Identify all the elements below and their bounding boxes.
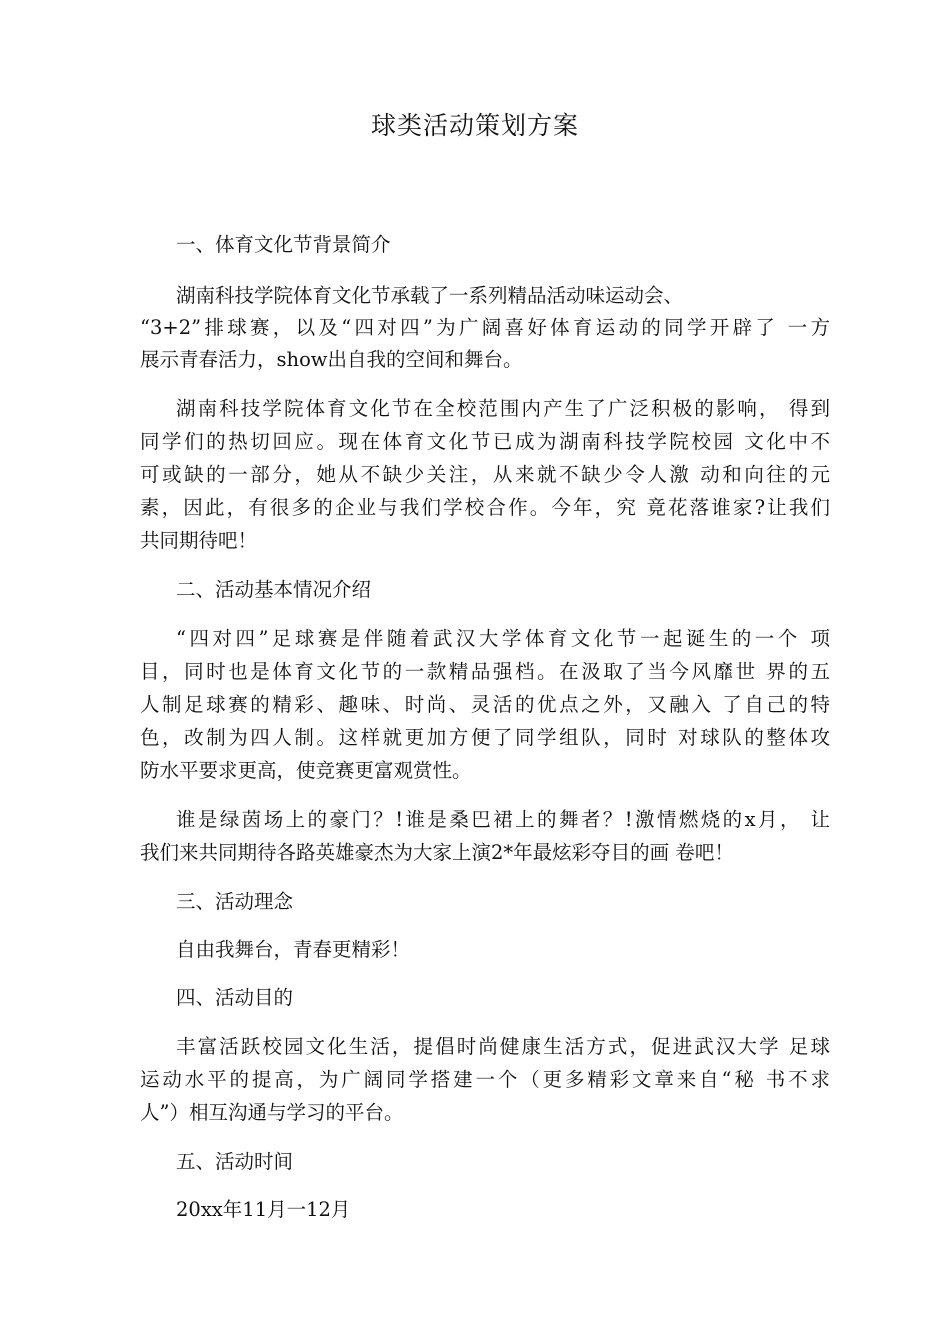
section-heading-time: 五、活动时间 bbox=[176, 1150, 294, 1173]
paragraph-line: 防水平要求更高，使竞赛更富观赏性。 bbox=[140, 759, 472, 782]
paragraph-line: 共同期待吧！ bbox=[140, 529, 258, 552]
section-heading-activity-overview: 二、活动基本情况介绍 bbox=[176, 578, 372, 601]
paragraph-line: 可或缺的一部分，她从不缺少关注，从来就不缺少令人激 动和向往的元 bbox=[140, 463, 830, 486]
paragraph-line: 谁是绿茵场上的豪门？!谁是桑巴裙上的舞者？!激情燃烧的x月， 让 bbox=[176, 808, 830, 831]
concept-text: 自由我舞台，青春更精彩！ bbox=[176, 938, 411, 961]
paragraph-line: 湖南科技学院体育文化节承载了一系列精品活动味运动会、 bbox=[176, 284, 684, 307]
paragraph-line: 展示青春活力，show出自我的空间和舞台。 bbox=[140, 348, 523, 371]
paragraph-line: 同学们的热切回应。现在体育文化节已成为湖南科技学院校园 文化中不 bbox=[140, 430, 830, 453]
paragraph-line: 我们来共同期待各路英雄豪杰为大家上演2*年最炫彩夺目的画 卷吧！ bbox=[140, 841, 734, 864]
document-title: 球类活动策划方案 bbox=[370, 111, 579, 140]
paragraph-line: 人”）相互沟通与学习的平台。 bbox=[140, 1101, 404, 1124]
activity-time-text: 20xx年11月一12月 bbox=[176, 1198, 351, 1221]
paragraph-line: “3+2”排球赛，以及“四对四”为广阔喜好体育运动的同学开辟了 一方 bbox=[140, 316, 830, 339]
paragraph-line: 素，因此，有很多的企业与我们学校合作。今年，究 竟花落谁家?让我们 bbox=[140, 496, 830, 519]
paragraph-line: “四对四”足球赛是伴随着武汉大学体育文化节一起诞生的一个 项 bbox=[176, 627, 830, 650]
paragraph-line: 目，同时也是体育文化节的一款精品强档。在汲取了当今风靡世 界的五 bbox=[140, 660, 830, 683]
section-heading-purpose: 四、活动目的 bbox=[176, 986, 294, 1009]
section-heading-background: 一、体育文化节背景简介 bbox=[176, 233, 391, 256]
paragraph-line: 丰富活跃校园文化生活，提倡时尚健康生活方式，促进武汉大学 足球 bbox=[176, 1035, 830, 1058]
paragraph-line: 运动水平的提高，为广阔同学搭建一个（更多精彩文章来自“秘 书不求 bbox=[140, 1068, 830, 1091]
section-heading-concept: 三、活动理念 bbox=[176, 890, 294, 913]
paragraph-line: 人制足球赛的精彩、趣味、时尚、灵活的优点之外，又融入 了自己的特 bbox=[140, 693, 830, 716]
paragraph-line: 色，改制为四人制。这样就更加方便了同学组队，同时 对球队的整体攻 bbox=[140, 726, 830, 749]
paragraph-line: 湖南科技学院体育文化节在全校范围内产生了广泛积极的影响， 得到 bbox=[176, 397, 830, 420]
